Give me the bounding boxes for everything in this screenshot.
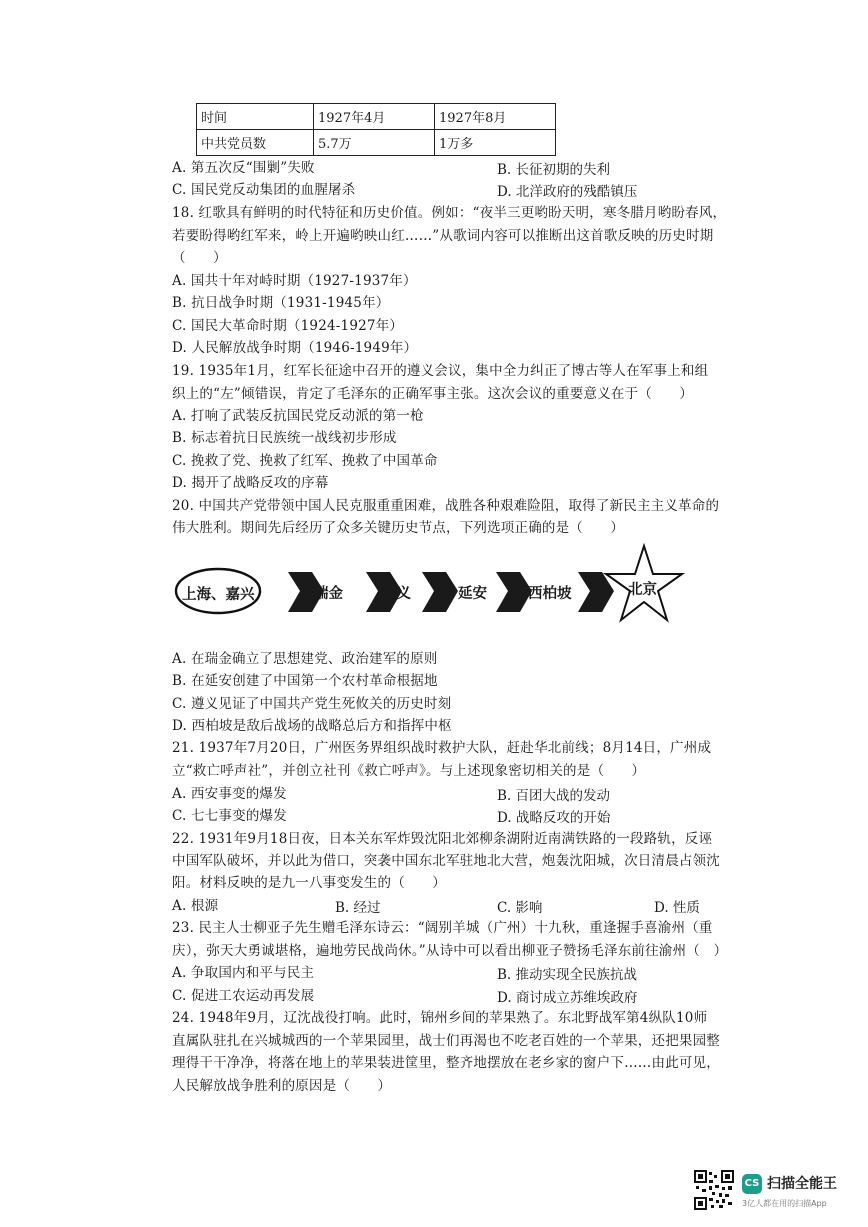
scanner-watermark xyxy=(694,1168,844,1216)
history-route-diagram xyxy=(174,540,694,650)
q19-stem-line: 织上的“左”倾错误，肯定了毛泽东的正确军事主张。这次会议的重要意义在于（ ） xyxy=(172,386,694,402)
q22-stem-line: 22. 1931年9月18日夜，日本关东军炸毁沈阳北郊柳条湖附近南满铁路的一段路轨，反诬 xyxy=(172,831,713,847)
q20-option-d: D. 西柏坡是敌后战场的战略总后方和指挥中枢 xyxy=(172,718,452,734)
q18-stem-line: 18. 红歌具有鲜明的时代特征和历史价值。例如：“夜半三更哟盼天明，寒冬腊月哟盼春风， xyxy=(172,205,727,221)
q22-stem-line: 中国军队破坏，并以此为借口，突袭中国东北军驻地北大营，炮轰沈阳城，次日清晨占领沈 xyxy=(172,853,720,869)
q24-stem-line: 24. 1948年9月，辽沈战役打响。此时，锦州乡间的苹果熟了。东北野战军第4纵队10师 xyxy=(172,1010,708,1026)
q19-option-a: A. 打响了武装反抗国民党反动派的第一枪 xyxy=(172,408,424,424)
q17-option-b: B. 长征初期的失利 xyxy=(497,162,611,178)
q23-stem-line: 庆），弥天大勇诚堪格，遍地劳民战尚休。”从诗中可以看出柳亚子赞扬毛泽东前往渝州（ ） xyxy=(172,943,728,959)
q22-stem-line: 阳。材料反映的是九一八事变发生的（ ） xyxy=(172,875,446,891)
q19-stem-line: 19. 1935年1月，红军长征途中召开的遵义会议，集中全力纠正了博古等人在军事上和组 xyxy=(172,363,709,379)
q23-option-c: C. 促进工农运动再发展 xyxy=(172,988,315,1004)
camscanner-logo: CS xyxy=(742,1174,762,1194)
q23-stem-line: 23. 民主人士柳亚子先生赠毛泽东诗云：“阔别羊城（广州）十九秋，重逢握手喜渝州（重 xyxy=(172,920,713,936)
q18-option-c: C. 国民大革命时期（1924-1927年） xyxy=(172,318,404,334)
q21-option-d: D. 战略反攻的开始 xyxy=(497,810,611,826)
q20-stem-line: 伟大胜利。期间先后经历了众多关键历史节点，下列选项正确的是（ ） xyxy=(172,520,625,536)
q21-option-a: A. 西安事变的爆发 xyxy=(172,786,287,802)
q21-option-c: C. 七七事变的爆发 xyxy=(172,808,287,824)
flow-node-end: 北京 xyxy=(628,582,657,598)
table-cell: 时间 xyxy=(197,104,314,130)
table-cell: 1927年4月 xyxy=(314,104,435,130)
q22-option-d: D. 性质 xyxy=(654,900,700,916)
table-cell: 中共党员数 xyxy=(197,130,314,156)
qr-code-icon xyxy=(694,1170,734,1210)
q18-option-d: D. 人民解放战争时期（1946-1949年） xyxy=(172,340,418,356)
table-row xyxy=(197,104,556,130)
flow-node: 遵义 xyxy=(382,586,411,602)
table-cell: 5.7万 xyxy=(314,130,435,156)
q18-option-a: A. 国共十年对峙时期（1927-1937年） xyxy=(172,273,417,289)
camscanner-name: 扫描全能王 xyxy=(767,1176,837,1192)
q17-option-d: D. 北洋政府的残酷镇压 xyxy=(497,184,638,200)
flow-node: 延安 xyxy=(458,586,487,602)
chevron-arrow-icon xyxy=(496,572,532,612)
q20-option-c: C. 遵义见证了中国共产党生死攸关的历史时刻 xyxy=(172,696,452,712)
q22-option-a: A. 根源 xyxy=(172,898,219,914)
q23-option-b: B. 推动实现全民族抗战 xyxy=(497,967,638,983)
q22-option-b: B. 经过 xyxy=(335,900,381,916)
party-members-table xyxy=(196,103,556,156)
q18-option-b: B. 抗日战争时期（1931-1945年） xyxy=(172,295,390,311)
q24-stem-line: 理得干干净净，将落在地上的苹果装进筐里，整齐地摆放在老乡家的窗户下……由此可见， xyxy=(172,1055,720,1071)
flow-node: 瑞金 xyxy=(314,586,343,602)
q17-option-a: A. 第五次反“围剿”失败 xyxy=(172,160,315,176)
chevron-arrow-icon xyxy=(422,572,458,612)
flow-node: 西柏坡 xyxy=(528,586,572,602)
camscanner-tagline: 3亿人都在用的扫描App xyxy=(742,1199,827,1208)
q23-option-a: A. 争取国内和平与民主 xyxy=(172,965,315,981)
q20-option-b: B. 在延安创建了中国第一个农村革命根据地 xyxy=(172,673,438,689)
q18-stem-line: 若要盼得哟红军来，岭上开遍哟映山红……”从歌词内容可以推断出这首歌反映的历史时期 xyxy=(172,228,714,244)
q20-stem-line: 20. 中国共产党带领中国人民克服重重困难，战胜各种艰难险阻，取得了新民主主义革命的 xyxy=(172,498,720,514)
q21-stem-line: 21. 1937年7月20日，广州医务界组织战时救护大队，赶赴华北前线；8月14日，广州成 xyxy=(172,740,712,756)
q18-stem-line: （ ） xyxy=(172,250,227,266)
q19-option-c: C. 挽救了党、挽救了红军、挽救了中国革命 xyxy=(172,453,438,469)
table-cell: 1万多 xyxy=(435,130,556,156)
q22-option-c: C. 影响 xyxy=(497,900,543,916)
q19-option-b: B. 标志着抗日民族统一战线初步形成 xyxy=(172,430,397,446)
table-row xyxy=(197,130,556,156)
chevron-arrow-icon xyxy=(578,572,614,612)
q24-stem-line: 直属队驻扎在兴城城西的一个苹果园里，战士们再渴也不吃老百姓的一个苹果，还把果园整 xyxy=(172,1033,720,1049)
q21-stem-line: 立“救亡呼声社”，并创立社刊《救亡呼声》。与上述现象密切相关的是（ ） xyxy=(172,763,646,779)
q24-stem-line: 人民解放战争胜利的原因是（ ） xyxy=(172,1078,392,1094)
q17-option-c: C. 国民党反动集团的血腥屠杀 xyxy=(172,182,356,198)
q20-option-a: A. 在瑞金确立了思想建党、政治建军的原则 xyxy=(172,651,438,667)
table-cell: 1927年8月 xyxy=(435,104,556,130)
q21-option-b: B. 百团大战的发动 xyxy=(497,788,611,804)
flow-node-start: 上海、嘉兴 xyxy=(182,587,255,603)
q19-option-d: D. 揭开了战略反攻的序幕 xyxy=(172,475,329,491)
q23-option-d: D. 商讨成立苏维埃政府 xyxy=(497,990,638,1006)
